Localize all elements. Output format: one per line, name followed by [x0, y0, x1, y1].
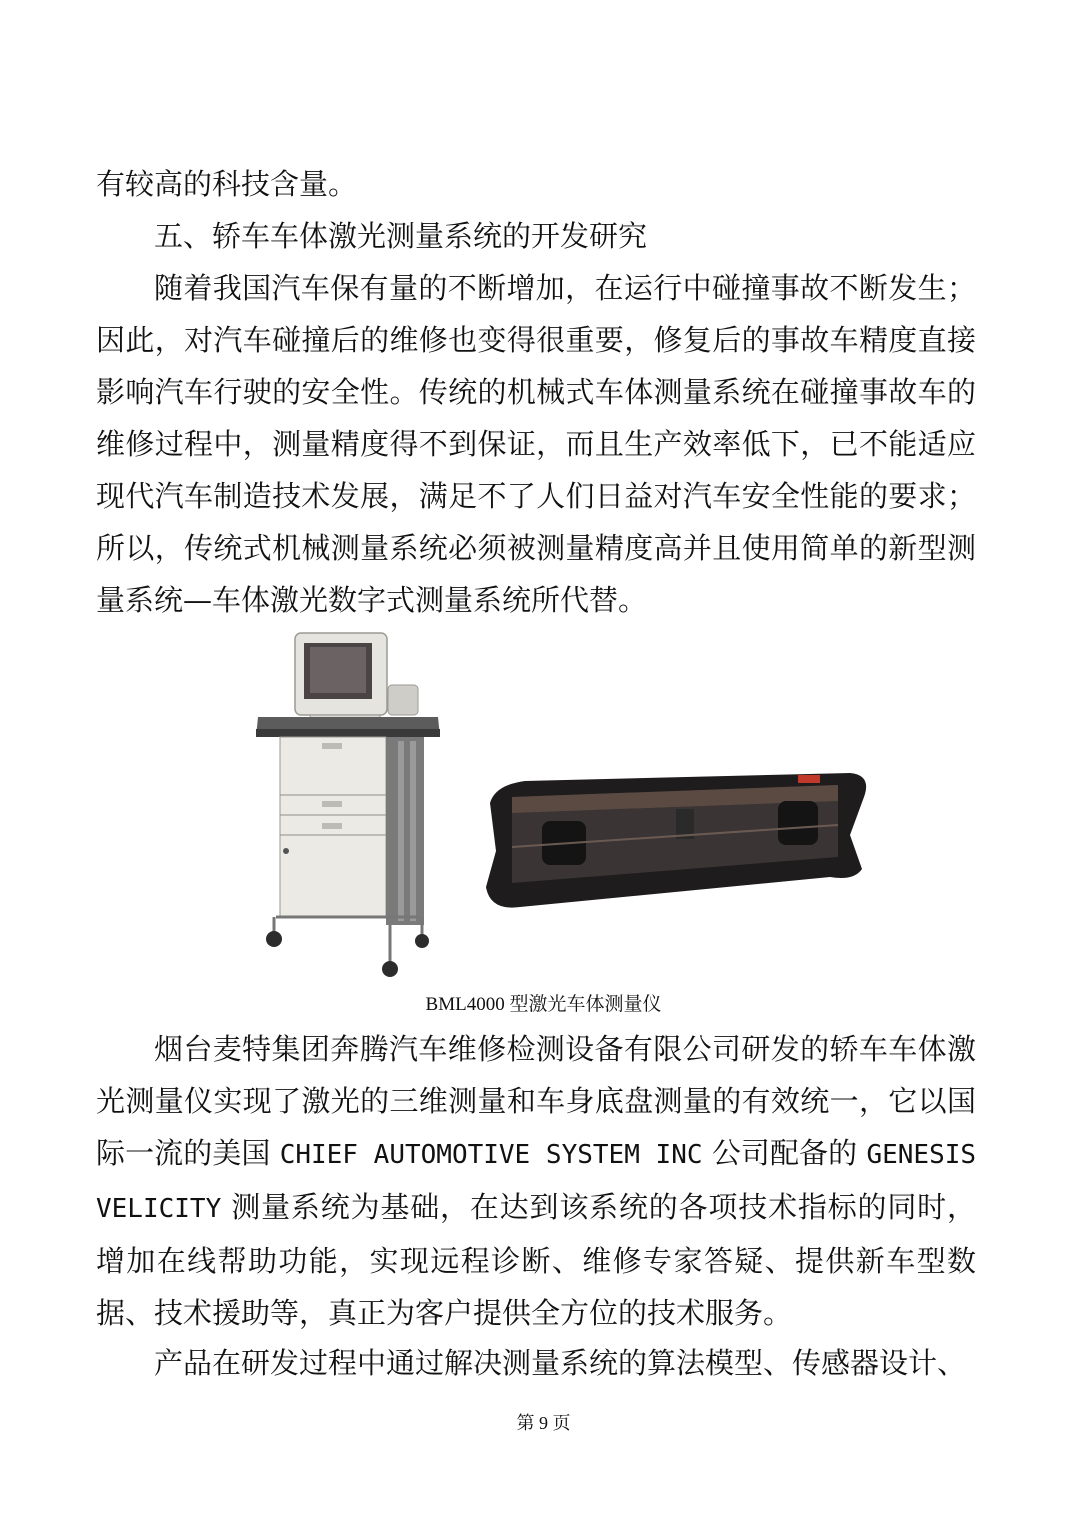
- page-number: 第 9 页: [516, 1413, 571, 1433]
- paragraph-company-part1: 烟台麦特集团奔腾汽车维修检测设备有限公司研发的轿车车体激光测量仪实现了激光的三维测量和车身底盘测量的有效统一，它以国际一流的美国: [96, 1032, 976, 1170]
- paragraph-company-part2: 公司配备的: [711, 1136, 858, 1170]
- company-name: CHIEF AUTOMOTIVE SYSTEM INC: [279, 1140, 703, 1170]
- cabinet-workstation: [256, 633, 440, 977]
- paragraph-company: [96, 1023, 976, 1339]
- text-block-bottom: [96, 1337, 976, 1389]
- paragraph-intro: 随着我国汽车保有量的不断增加，在运行中碰撞事故不断发生；因此，对汽车碰撞后的维修也变得很重要，修复后的事故车精度直接影响汽车行驶的安全性。传统的机械式车体测量系统在碰撞事故车的维修过程中，测量精度得不到保证，而且生产效率低下，已不能适应现代汽车制造技术发展，满足不了人们日益对汽车安全性能的要求；所以，传统式机械测量系统必须被测量精度高并且使用简单的新型测量系统—车体激光数字式测量系统所代替。: [96, 271, 976, 617]
- product-figure: [250, 625, 880, 985]
- laser-measuring-device-image: [250, 625, 880, 985]
- figure-caption: BML4000 型激光车体测量仪: [425, 994, 662, 1015]
- paragraph-company-part3: 测量系统为基础，在达到该系统的各项技术指标的同时，增加在线帮助功能，实现远程诊断、维修专家答疑、提供新车型数据、技术援助等，真正为客户提供全方位的技术服务。: [96, 1190, 976, 1330]
- continued-paragraph: 有较高的科技含量。: [96, 167, 358, 201]
- text-block-middle: [96, 1023, 976, 1339]
- text-block-top: [96, 158, 976, 626]
- paragraph-development: 产品在研发过程中通过解决测量系统的算法模型、传感器设计、: [154, 1346, 967, 1380]
- section-heading: 五、轿车车体激光测量系统的开发研究: [154, 219, 648, 253]
- measuring-bridge: [486, 773, 866, 908]
- system-name: GENESIS VELICITY: [96, 1140, 977, 1224]
